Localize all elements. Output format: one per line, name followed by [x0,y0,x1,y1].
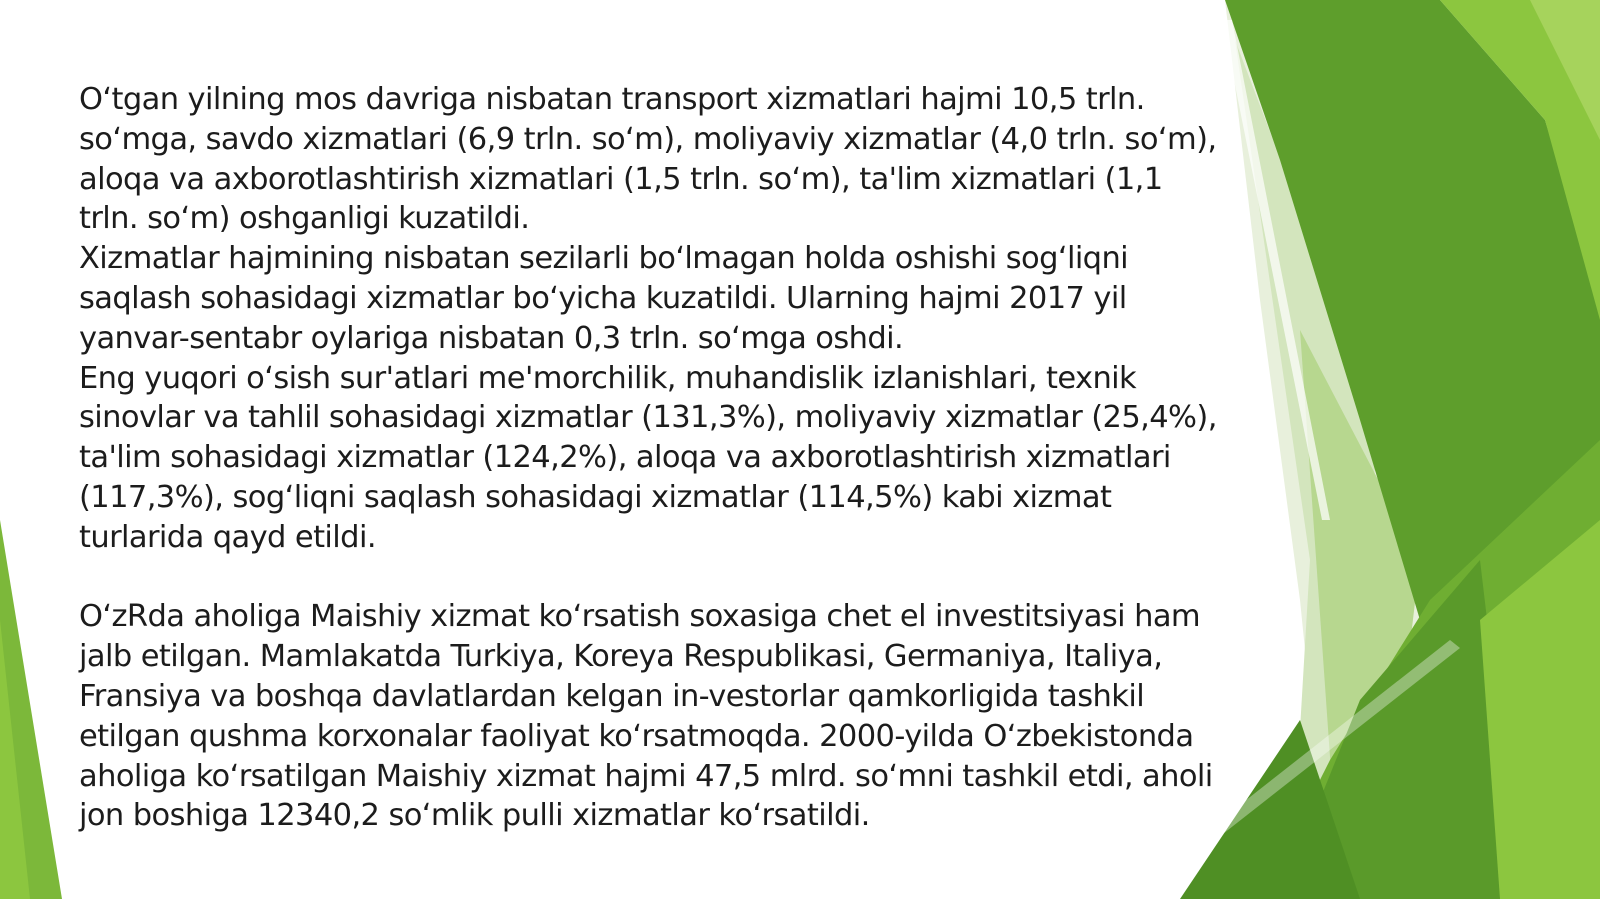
paragraph-health-services: Xizmatlar hajmining nisbatan sezilarli bo‘lmagan holda oshishi sog‘liqni saqlash sohasidagi xizmatlar bo‘yicha kuzatildi. Ularning hajmi 2017 yil yanvar-sentabr oylariga nisbatan 0,3 trln. so‘mga oshdi. [79,241,1129,356]
paragraph-growth-rates: Eng yuqori o‘sish sur'atlari me'morchilik, muhandislik izlanishlari, texnik sinovlar va tahlil sohasidagi xizmatlar (131,3%), moliyaviy xizmatlar (25,4%), ta'lim sohasidagi xizmatlar (124,2%), aloqa va axborotlashtirish xizmatlari (117,3%), sog‘liqni saqlash sohasidagi xizmatlar (114,5%) kabi xizmat turlarida qayd etildi. [79,360,1217,555]
paragraph-transport-services: O‘tgan yilning mos davriga nisbatan transport xizmatlari hajmi 10,5 trln. so‘mga, savdo xizmatlari (6,9 trln. so‘m), moliyaviy xizmatlar (4,0 trln. so‘m), aloqa va axborotlashtirish xizmatlari (1,5 trln. so‘m), ta'lim xizmatlari (1,1 trln. so‘m) oshganligi kuzatildi. [79,82,1217,237]
paragraph-foreign-investment: O‘zRda aholiga Maishiy xizmat ko‘rsatish soxasiga chet el investitsiyasi ham jalb etilgan. Mamlakatda Turkiya, Koreya Respublikasi, Germaniya, Italiya, Fransiya va boshqa davlatlardan kelgan in-vestorlar qamkorligida tashkil etilgan qushma korxonalar faoliyat ko‘rsatmoqda. 2000-yilda O‘zbekistonda aholiga ko‘rsatilgan Maishiy xizmat hajmi 47,5 mlrd. so‘mni tashkil etdi, aholi jon boshiga 12340,2 so‘mlik pulli xizmatlar ko‘rsatildi. [79,599,1213,834]
paragraph-spacer [79,558,1229,598]
slide-body-text [79,80,1229,836]
